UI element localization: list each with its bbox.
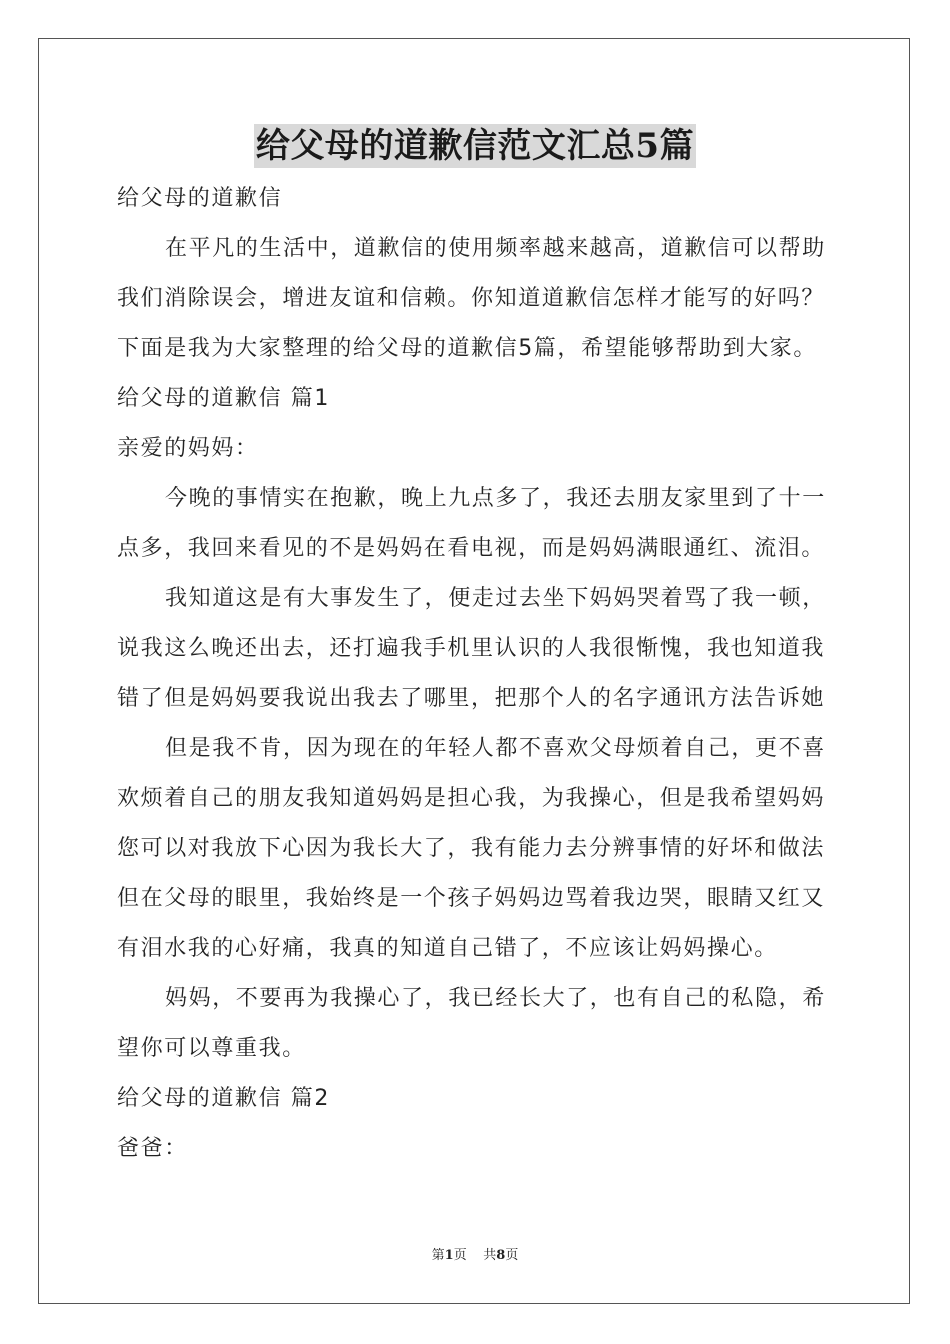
page-border	[38, 38, 910, 1304]
paragraph-line: 今晚的事情实在抱歉，晚上九点多了，我还去朋友家里到了十一	[165, 486, 826, 511]
page-prefix: 第	[431, 1248, 445, 1263]
title-container	[0, 124, 950, 168]
total-suffix: 页	[505, 1248, 519, 1263]
section-heading: 给父母的道歉信	[117, 186, 283, 211]
paragraph-line: 下面是我为大家整理的给父母的道歉信5篇，希望能够帮助到大家。	[117, 336, 817, 361]
document-title: 给父母的道歉信范文汇总5篇	[255, 126, 695, 166]
paragraph-line: 说我这么晚还出去，还打遍我手机里认识的人我很惭愧，我也知道我	[117, 636, 826, 661]
paragraph-line: 我们消除误会，增进友谊和信赖。你知道道歉信怎样才能写的好吗？	[117, 286, 826, 311]
paragraph-line: 但是我不肯，因为现在的年轻人都不喜欢父母烦着自己，更不喜	[165, 736, 826, 761]
total-pages: 8	[496, 1248, 506, 1263]
paragraph-line: 错了但是妈妈要我说出我去了哪里，把那个人的名字通讯方法告诉她	[117, 686, 826, 711]
page-footer	[0, 1247, 950, 1265]
paragraph-line: 我知道这是有大事发生了，便走过去坐下妈妈哭着骂了我一顿，	[165, 586, 826, 611]
page-suffix: 页	[453, 1248, 467, 1263]
paragraph-line: 欢烦着自己的朋友我知道妈妈是担心我，为我操心，但是我希望妈妈	[117, 786, 826, 811]
paragraph-line: 点多，我回来看见的不是妈妈在看电视，而是妈妈满眼通红、流泪。	[117, 536, 826, 561]
paragraph-line: 您可以对我放下心因为我长大了，我有能力去分辨事情的好坏和做法	[117, 836, 826, 861]
salutation: 爸爸：	[117, 1136, 188, 1161]
paragraph-line: 在平凡的生活中，道歉信的使用频率越来越高，道歉信可以帮助	[165, 236, 826, 261]
paragraph-line: 妈妈，不要再为我操心了，我已经长大了，也有自己的私隐，希	[165, 986, 826, 1011]
paragraph-line: 但在父母的眼里，我始终是一个孩子妈妈边骂着我边哭，眼睛又红又	[117, 886, 826, 911]
page-number: 1	[444, 1248, 454, 1263]
paragraph-line: 有泪水我的心好痛，我真的知道自己错了，不应该让妈妈操心。	[117, 936, 778, 961]
total-prefix: 共	[483, 1248, 497, 1263]
section-heading: 给父母的道歉信 篇2	[117, 1086, 330, 1111]
salutation: 亲爱的妈妈：	[117, 436, 259, 461]
paragraph-line: 望你可以尊重我。	[117, 1036, 306, 1061]
section-heading: 给父母的道歉信 篇1	[117, 386, 330, 411]
